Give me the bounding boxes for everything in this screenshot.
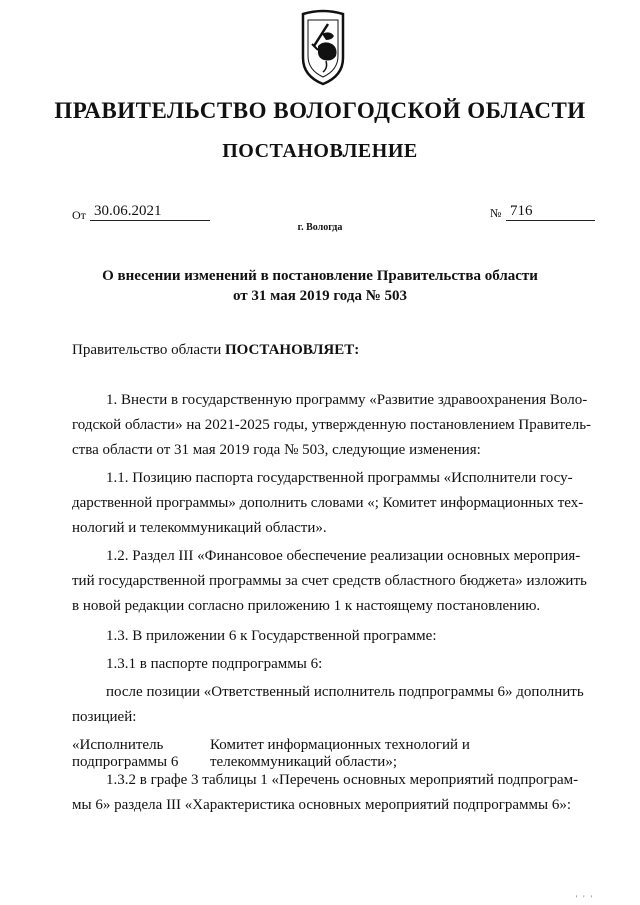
document-number: 716 [506, 203, 595, 221]
intro-text: Правительство области [72, 342, 225, 358]
paragraph-1-2 [72, 544, 600, 619]
after-line-2: позицией: [72, 709, 137, 725]
position-name-line-2: подпрограммы 6 [72, 754, 179, 770]
coat-of-arms-icon [298, 6, 348, 86]
footer-mark: ' ' ' [575, 894, 594, 903]
position-value-line-1: Комитет информационных технологий и [210, 737, 470, 753]
paragraph-1-3-1-line: 1.3.1 в паспорте подпрограммы 6: [106, 656, 323, 672]
paragraph-1-1 [72, 466, 600, 541]
paragraph-1-line-2: годской области» на 2021-2025 годы, утвержденную постановлением Правитель- [72, 417, 592, 433]
paragraph-1-2-line-3: в новой редакции согласно приложению 1 к настоящему постановлению. [72, 598, 541, 614]
subject-line-1: О внесении изменений в постановление Правительства области [102, 268, 538, 284]
paragraph-1-2-line-2: тий государственной программы за счет средств областного бюджета» изложить [72, 573, 587, 589]
intro-paragraph [72, 338, 600, 363]
paragraph-1-2-line-1: 1.2. Раздел III «Финансовое обеспечение реализации основных мероприя- [106, 548, 581, 564]
government-title: ПРАВИТЕЛЬСТВО ВОЛОГОДСКОЙ ОБЛАСТИ [54, 98, 586, 123]
paragraph-1-3-2 [72, 768, 600, 818]
paragraph-1-3-line: 1.3. В приложении 6 к Государственной программе: [106, 628, 437, 644]
paragraph-1-3 [72, 624, 600, 649]
paragraph-1-1-line-3: нологий и телекоммуникаций области». [72, 520, 327, 536]
paragraph-1-line-1: 1. Внести в государственную программу «Развитие здравоохранения Воло- [106, 392, 588, 408]
document-date: 30.06.2021 [90, 203, 210, 221]
paragraph-1-3-1 [72, 652, 600, 677]
paragraph-after-position [72, 680, 600, 730]
position-name-line-1: «Исполнитель [72, 737, 164, 753]
position-value [210, 737, 510, 771]
paragraph-1 [72, 388, 600, 463]
city-label: г. Вологда [297, 222, 343, 233]
number-label: № [490, 206, 502, 220]
date-label: От [72, 208, 86, 222]
after-line-1: после позиции «Ответственный исполнитель подпрограммы 6» дополнить [106, 684, 584, 700]
paragraph-1-1-line-1: 1.1. Позицию паспорта государственной программы «Исполнители госу- [106, 470, 573, 486]
paragraph-1-1-line-2: дарственной программы» дополнить словами «; Комитет информационных тех- [72, 495, 584, 511]
document-subject [0, 266, 640, 306]
position-name [72, 737, 202, 771]
intro-decree-word: ПОСТАНОВЛЯЕТ: [224, 342, 360, 358]
subject-line-2: от 31 мая 2019 года № 503 [232, 288, 408, 304]
paragraph-1-3-2-line-1: 1.3.2 в графе 3 таблицы 1 «Перечень основных мероприятий подпрограм- [106, 772, 579, 788]
paragraph-1-line-3: ства области от 31 мая 2019 года № 503, следующие изменения: [72, 442, 481, 458]
document-kind: ПОСТАНОВЛЕНИЕ [222, 140, 418, 162]
paragraph-1-3-2-line-2: мы 6» раздела III «Характеристика основных мероприятий подпрограммы 6»: [72, 797, 571, 813]
position-value-line-2: телекоммуникаций области»; [210, 754, 397, 770]
